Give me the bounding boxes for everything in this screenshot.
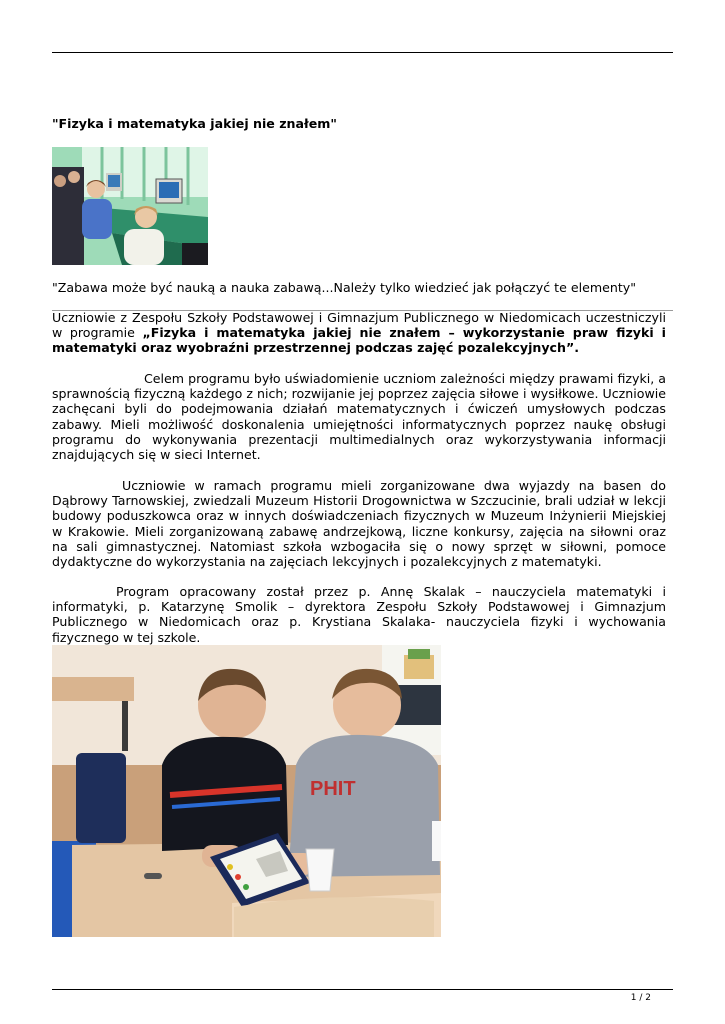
paragraph-authors-text: Program opracowany został przez p. Annę Skalak – nauczyciela matematyki i informatyki, p. Katarzynę Smolik – dyrektora Zespołu Szkoły Podstawowej i Gimnazjum Publicznego w Niedomicach oraz p. Krystiana Skalaka- nauczyciela fizyki i wychowania fizycznego w tej szkole. — [52, 584, 666, 645]
paragraph-authors — [52, 584, 666, 645]
document-title: "Fizyka i matematyka jakiej nie znałem" — [52, 116, 337, 131]
page-number: 1 / 2 — [630, 993, 651, 1003]
sweatshirt-logo: PHIT — [310, 778, 356, 800]
header-rule — [52, 52, 673, 53]
intro-paragraph — [52, 310, 666, 356]
computer-lab-photo — [52, 147, 208, 265]
program-name: „Fizyka i matematyka jakiej nie znałem – wykorzystanie praw fizyki i matematyki oraz wyobraźni przestrzennej podczas zajęć pozalekcyjnych”. — [52, 325, 666, 356]
motto-quote: "Zabawa może być nauką a nauka zabawą...Należy tylko wiedzieć jak połączyć te elementy" — [52, 280, 637, 295]
paragraph-activities-text: Uczniowie w ramach programu mieli zorganizowane dwa wyjazdy na basen do Dąbrowy Tarnowskiej, zwiedzali Muzeum Historii Drogownictwa w Szczucinie, brali udział w lekcji budowy poduszkowca oraz w innych doświadczeniach fizycznych w Muzeum Inżynierii Miejskiej w Krakowie. Mieli zorganizowaną zabawę andrzejkową, liczne konkursy, zajęcia na siłowni oraz na sali gimnastycznej. Natomiast szkoła wzbogaciła się o nowy sprzęt w siłowni, pomoce dydaktyczne do wykorzystania na zajęciach lekcyjnych i pozalekcyjnych z matematyki. — [52, 478, 666, 570]
footer-rule — [52, 989, 673, 990]
paragraph-goals-text: Celem programu było uświadomienie uczniom zależności między prawami fizyki, a sprawnością fizyczną każdego z nich; rozwijanie jej poprzez zajęcia siłowe i wysiłkowe. Uczniowie zachęcani byli do podejmowania działań matematycznych i ćwiczeń umysłowych podczas zabawy. Mieli możliwość doskonalenia umiejętności informatycznych poprzez naukę obsługi programu do wykonywania prezentacji multimedialnych oraz wykorzystywania informacji znajdujących się w sieci Internet. — [52, 371, 666, 463]
intro-text: Uczniowie z Zespołu Szkoły Podstawowej i Gimnazjum Publicznego w Niedomicach uczestniczyli w programie — [52, 310, 666, 341]
paragraph-activities — [52, 478, 666, 569]
paragraph-goals — [52, 371, 666, 462]
boys-game-photo — [52, 645, 441, 937]
